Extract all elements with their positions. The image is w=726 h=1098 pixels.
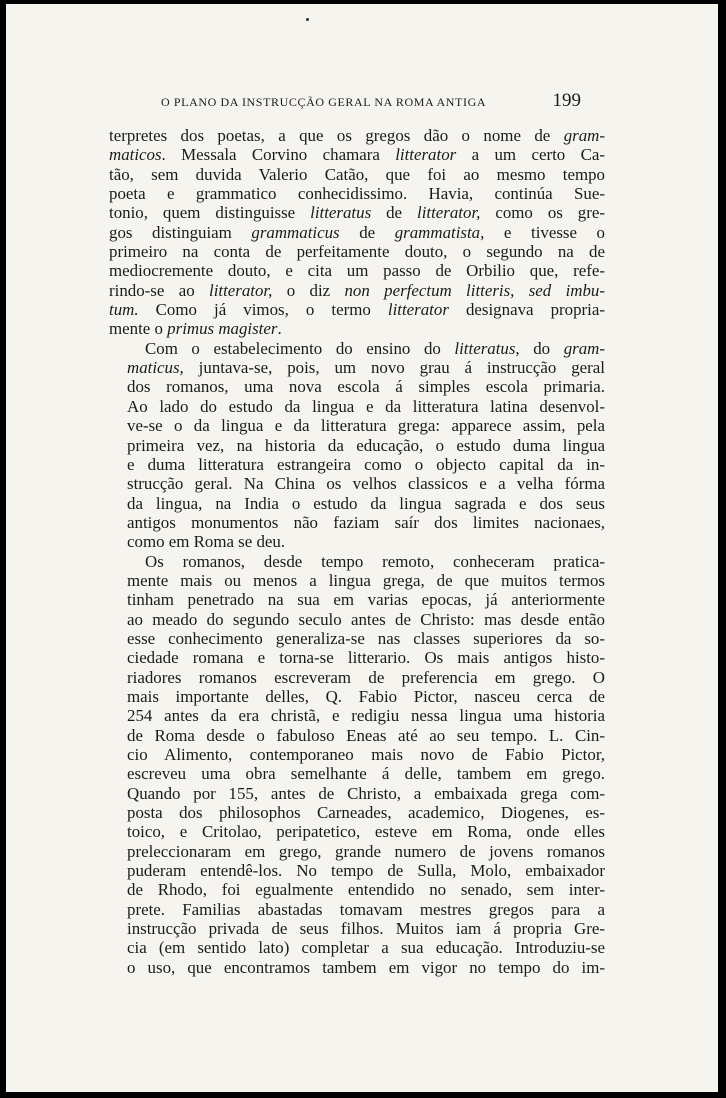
text-line: [109, 822, 605, 841]
text-line: [109, 880, 605, 899]
text-run: primeiro na conta de perfeitamente douto, o segundo na de: [109, 242, 605, 262]
text-line: [109, 261, 605, 280]
text-run: rindo-se ao: [109, 280, 209, 300]
text-line: [109, 300, 605, 319]
italic-run: litterator: [395, 145, 457, 165]
italic-run: grammatista,: [394, 222, 485, 242]
book-page: [6, 4, 718, 1092]
text-run: tonio, quem distinguisse: [109, 203, 311, 223]
text-run: antigos monumentos não faziam saír dos limites nacionaes,: [127, 512, 605, 532]
running-title: O PLANO DA INSTRUCÇÃO GERAL NA ROMA ANTIGA: [161, 95, 487, 109]
text-run: e duma litteratura estrangeira como o objecto capital da in-: [127, 454, 605, 474]
text-line: [109, 764, 605, 783]
text-run: designava propria-: [448, 300, 605, 320]
text-line: [109, 706, 605, 725]
text-run: esse conhecimento generaliza-se nas classes superiores da so-: [127, 628, 605, 648]
text-run: mente o: [109, 319, 168, 339]
text-line: [109, 668, 605, 687]
italic-run: litterator: [387, 300, 449, 320]
text-run: de Roma desde o fabuloso Eneas até ao seu tempo. L. Cin-: [127, 725, 605, 745]
text-run: riadores romanos escreveram de preferencia em grego. O: [127, 667, 605, 687]
text-run: . Messala Corvino chamara: [161, 145, 396, 165]
text-line: [109, 532, 605, 551]
text-run: ao meado do segundo seculo antes de Christo: mas desde então: [127, 609, 605, 629]
text-run: ciedade romana e torna-se litterario. Os mais antigos histo-: [127, 648, 605, 668]
text-run: Ao lado do estudo da lingua e da litteratura latina desenvol-: [127, 396, 605, 416]
text-run: de: [371, 203, 418, 223]
text-line: [109, 803, 605, 822]
text-line: [109, 126, 605, 145]
paragraph: [109, 552, 605, 978]
text-run: juntava-se, pois, um novo grau á instrucção geral: [183, 358, 605, 378]
text-line: [109, 900, 605, 919]
italic-run: litterator,: [209, 280, 273, 300]
text-line: [109, 165, 605, 184]
text-line: [109, 648, 605, 667]
text-run: mediocremente douto, e cita um passo de Orbilio que, refe-: [109, 261, 605, 281]
text-run: Como já vimos, o termo: [138, 300, 388, 320]
italic-run: maticos: [109, 145, 162, 165]
text-line: [109, 377, 605, 396]
text-run: tinham penetrado na sua em varias epocas, já anteriormente: [127, 590, 605, 610]
text-run: escreveu uma obra semelhante á delle, tambem em grego.: [127, 764, 605, 784]
text-line: [109, 397, 605, 416]
text-line: [109, 726, 605, 745]
text-line: [109, 552, 605, 571]
text-run: a um certo Ca-: [456, 145, 605, 165]
italic-run: gram-: [563, 338, 605, 358]
text-run: o diz: [272, 280, 345, 300]
body-text: [109, 126, 605, 977]
italic-run: litterator,: [417, 203, 481, 223]
text-line: [109, 455, 605, 474]
text-run: prete. Familias abastadas tomavam mestres gregos para a: [127, 899, 605, 919]
text-run: Os romanos, desde tempo remoto, conheceram pratica-: [145, 551, 605, 571]
text-run: cia (em sentido lato) completar a sua educação. Introduziu-se: [127, 938, 605, 958]
text-run: dos romanos, uma nova escola á simples escola primaria.: [127, 377, 605, 397]
text-line: [109, 474, 605, 493]
text-run: Com o estabelecimento do ensino do: [145, 338, 455, 358]
text-line: [109, 958, 605, 977]
text-run: e tivesse o: [484, 222, 605, 242]
text-line: [109, 223, 605, 242]
italic-run: gram-: [563, 126, 605, 145]
text-run: primeira vez, na historia da educação, o estudo duma lingua: [127, 435, 605, 455]
text-run: .: [277, 319, 282, 339]
text-run: posta dos philosophos Carneades, academico, Diogenes, es-: [127, 803, 605, 823]
text-run: 254 antes da era christã, e redigiu nessa lingua uma historia: [127, 706, 605, 726]
text-line: [109, 861, 605, 880]
italic-run: maticus,: [127, 358, 184, 378]
italic-run: primus magister: [167, 319, 278, 339]
text-line: [109, 571, 605, 590]
italic-run: grammaticus: [251, 222, 340, 242]
text-line: [109, 436, 605, 455]
text-line: [109, 784, 605, 803]
text-run: do: [519, 338, 564, 358]
text-line: [109, 184, 605, 203]
text-run: tão, sem duvida Valerio Catão, que foi ao mesmo tempo: [109, 164, 605, 184]
text-run: o uso, que encontramos tambem em vigor no tempo do im-: [127, 957, 605, 977]
paragraph: [109, 126, 605, 339]
text-run: de: [339, 222, 395, 242]
italic-run: litteratus: [310, 203, 372, 223]
text-run: mente mais ou menos a lingua grega, de que muitos termos: [127, 570, 605, 590]
italic-run: non perfectum litteris, sed imbu-: [344, 280, 605, 300]
text-line: [109, 339, 605, 358]
text-run: terpretes dos poetas, a que os gregos dão o nome de: [109, 126, 564, 145]
text-line: [109, 629, 605, 648]
text-run: cio Alimento, contemporaneo mais novo de Fabio Pictor,: [127, 745, 605, 764]
italic-run: tum.: [109, 300, 139, 320]
text-line: [109, 842, 605, 861]
text-line: [109, 919, 605, 938]
text-run: Quando por 155, antes de Christo, a embaixada grega com-: [127, 783, 605, 803]
text-run: preleccionaram em grego, grande numero de jovens romanos: [127, 841, 605, 861]
text-run: ve-se o da lingua e da litteratura grega: apparece assim, pela: [127, 416, 605, 436]
text-run: gos distinguiam: [109, 222, 252, 242]
text-line: [109, 416, 605, 435]
text-line: [109, 281, 605, 300]
italic-run: litteratus,: [454, 338, 520, 358]
text-line: [109, 687, 605, 706]
text-run: como os gre-: [480, 203, 605, 223]
page-number: 199: [552, 90, 581, 111]
text-line: [109, 319, 605, 338]
running-header: [161, 90, 581, 114]
text-line: [109, 203, 605, 222]
text-line: [109, 745, 605, 764]
text-run: poeta e grammatico conhecidissimo. Havia, continúa Sue-: [109, 184, 605, 204]
paragraph: [109, 339, 605, 552]
text-line: [109, 590, 605, 609]
text-run: toico, e Critolao, peripatetico, esteve em Roma, onde elles: [127, 822, 605, 842]
text-line: [109, 513, 605, 532]
print-mark: [306, 18, 309, 21]
text-run: puderam entendê-los. No tempo de Sulla, Molo, embaixador: [127, 861, 605, 881]
text-run: instrucção privada de seus filhos. Muitos iam á propria Gre-: [127, 919, 605, 939]
text-line: [109, 938, 605, 957]
text-run: da lingua, na India o estudo da lingua sagrada e dos seus: [127, 493, 605, 513]
text-run: como em Roma se deu.: [127, 532, 286, 552]
text-line: [109, 494, 605, 513]
text-line: [109, 145, 605, 164]
text-run: mais importante delles, Q. Fabio Pictor, nasceu cerca de: [127, 686, 605, 706]
text-line: [109, 242, 605, 261]
text-run: strucção geral. Na China os velhos classicos e a velha fórma: [127, 474, 605, 494]
text-line: [109, 610, 605, 629]
text-run: de Rhodo, foi egualmente entendido no senado, sem inter-: [127, 880, 605, 900]
text-line: [109, 358, 605, 377]
